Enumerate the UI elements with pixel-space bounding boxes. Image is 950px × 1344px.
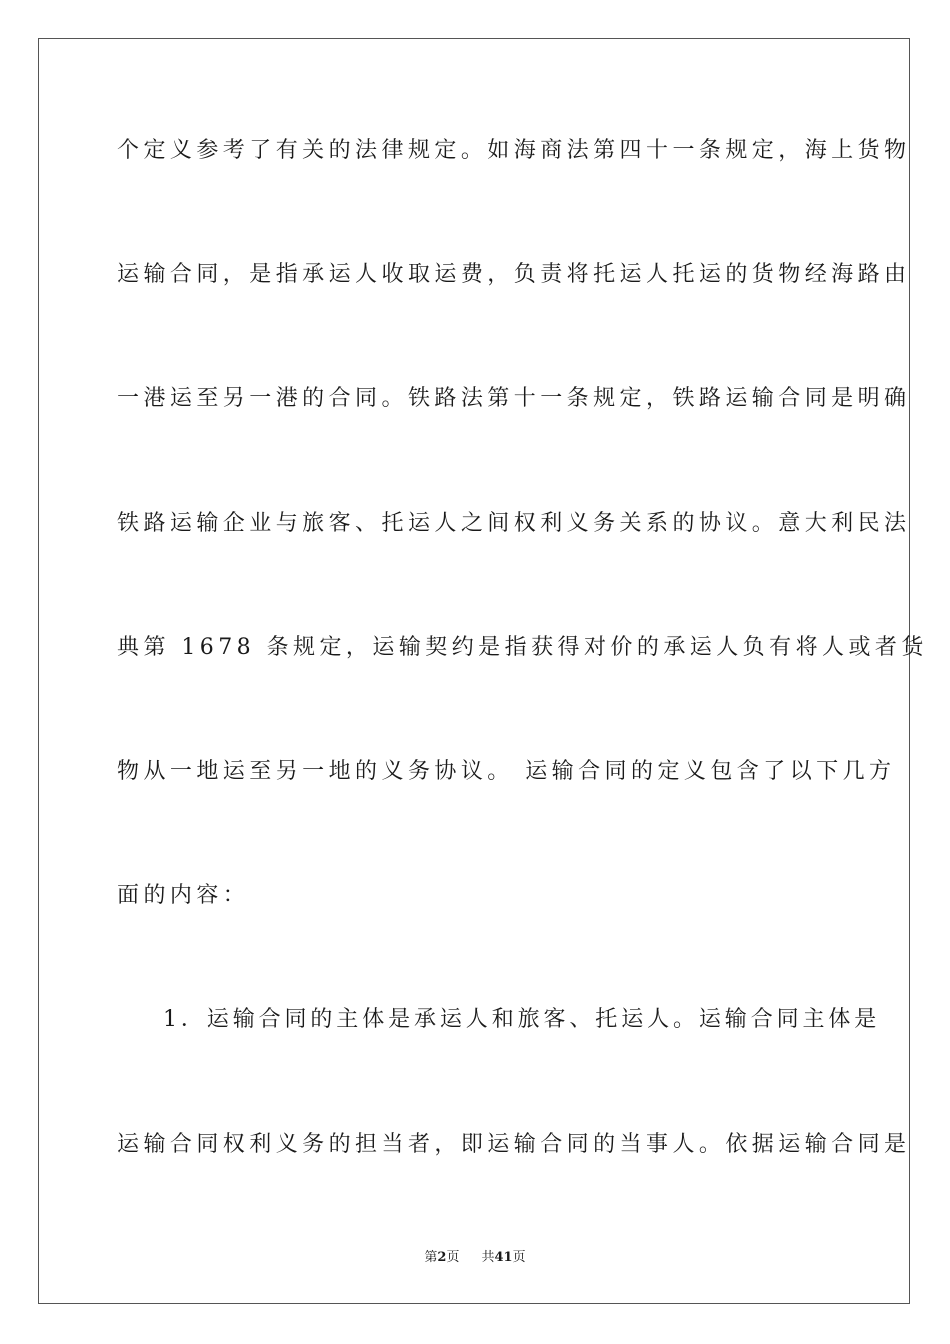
total-suffix: 页: [512, 1250, 526, 1265]
text-line-9: 运输合同权利义务的担当者，即运输合同的当事人。依据运输合同是: [117, 1132, 911, 1157]
text-line-5: 典第 1678 条规定，运输契约是指获得对价的承运人负有将人或者货: [117, 635, 928, 660]
page-suffix: 页: [446, 1250, 460, 1265]
text-line-7: 面的内容：: [117, 883, 250, 908]
text-line-4: 铁路运输企业与旅客、托运人之间权利义务关系的协议。意大利民法: [117, 511, 911, 536]
page-number: 2: [437, 1250, 447, 1265]
page-prefix: 第: [424, 1250, 438, 1265]
text-line-6: 物从一地运至另一地的义务协议。 运输合同的定义包含了以下几方: [117, 759, 896, 784]
text-line-8: 1．运输合同的主体是承运人和旅客、托运人。运输合同主体是: [163, 1007, 881, 1032]
page-footer: [0, 1246, 950, 1265]
text-line-3: 一港运至另一港的合同。铁路法第十一条规定，铁路运输合同是明确: [117, 386, 911, 411]
total-pages: 41: [494, 1250, 513, 1265]
text-line-1: 个定义参考了有关的法律规定。如海商法第四十一条规定，海上货物: [117, 138, 911, 163]
text-line-2: 运输合同，是指承运人收取运费，负责将托运人托运的货物经海路由: [117, 262, 911, 287]
total-prefix: 共: [481, 1250, 495, 1265]
